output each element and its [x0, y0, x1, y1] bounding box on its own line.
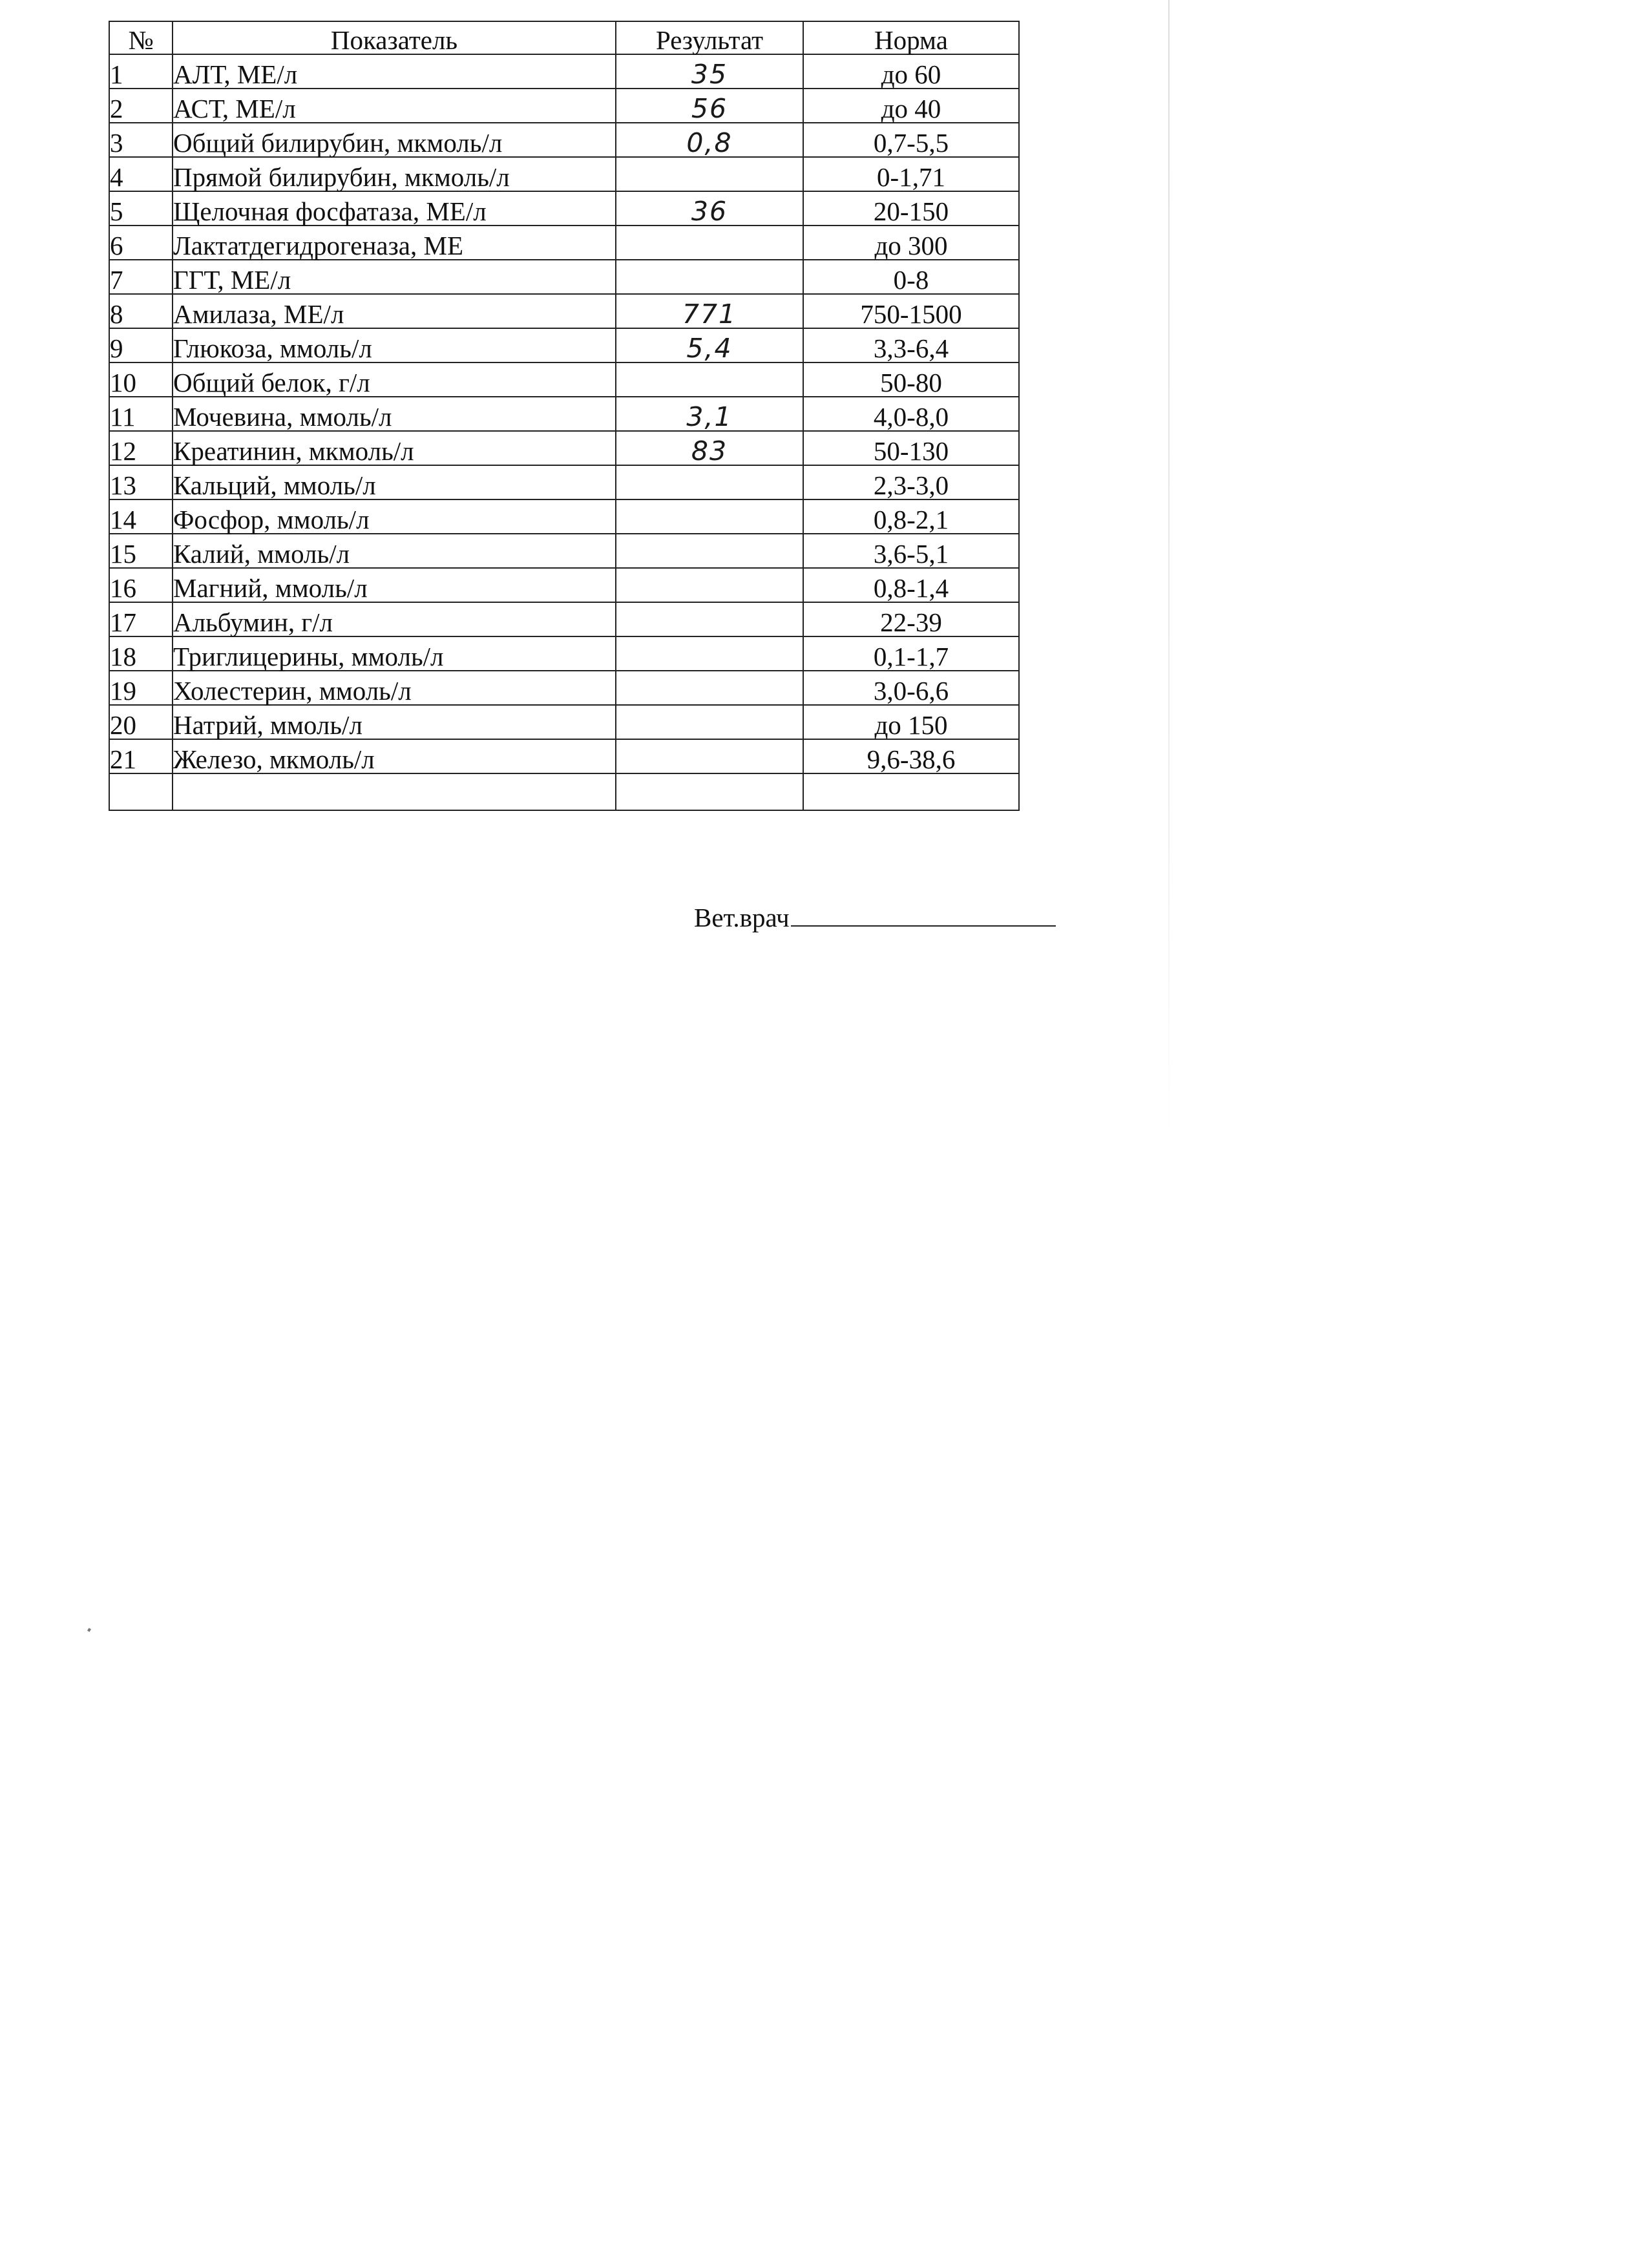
row-number: 15 [109, 534, 173, 568]
row-result: 3,1 [616, 397, 803, 431]
row-norm: 0,8-1,4 [803, 568, 1019, 602]
row-indicator: Калий, ммоль/л [173, 534, 616, 568]
header-number: № [109, 21, 173, 54]
table-row [109, 362, 1019, 397]
row-number: 19 [109, 671, 173, 705]
row-result [616, 226, 803, 260]
row-indicator: Креатинин, мкмоль/л [173, 431, 616, 465]
row-indicator: Щелочная фосфатаза, МЕ/л [173, 191, 616, 226]
row-number: 17 [109, 602, 173, 636]
row-result: 35 [616, 54, 803, 89]
row-norm: 3,6-5,1 [803, 534, 1019, 568]
row-indicator: Лактатдегидрогеназа, МЕ [173, 226, 616, 260]
row-number: 11 [109, 397, 173, 431]
row-result [616, 499, 803, 534]
row-number: 18 [109, 636, 173, 671]
row-result [616, 362, 803, 397]
table-row [109, 602, 1019, 636]
table-row [109, 671, 1019, 705]
row-number: 4 [109, 157, 173, 191]
row-number: 5 [109, 191, 173, 226]
row-indicator: Магний, ммоль/л [173, 568, 616, 602]
row-norm: 3,0-6,6 [803, 671, 1019, 705]
row-indicator: Общий белок, г/л [173, 362, 616, 397]
table-row-empty [109, 773, 1019, 810]
row-number: 2 [109, 89, 173, 123]
row-norm: 2,3-3,0 [803, 465, 1019, 499]
row-indicator: Холестерин, ммоль/л [173, 671, 616, 705]
row-result [616, 602, 803, 636]
table-row [109, 431, 1019, 465]
row-indicator: Фосфор, ммоль/л [173, 499, 616, 534]
row-norm: 3,3-6,4 [803, 328, 1019, 362]
signature-line [791, 903, 1056, 927]
row-number: 16 [109, 568, 173, 602]
table-header-row [109, 21, 1019, 54]
row-number: 20 [109, 705, 173, 739]
row-indicator: Прямой билирубин, мкмоль/л [173, 157, 616, 191]
scan-page-edge [1168, 0, 1170, 1137]
table-row [109, 739, 1019, 773]
header-norm: Норма [803, 21, 1019, 54]
row-result [616, 260, 803, 294]
row-result: 36 [616, 191, 803, 226]
row-indicator: АСТ, МЕ/л [173, 89, 616, 123]
row-result [616, 671, 803, 705]
table-row [109, 89, 1019, 123]
row-norm: 0,8-2,1 [803, 499, 1019, 534]
row-indicator: Амилаза, МЕ/л [173, 294, 616, 328]
table-row [109, 54, 1019, 89]
vet-signature-field [694, 902, 1056, 933]
row-norm: 0-8 [803, 260, 1019, 294]
table-row [109, 636, 1019, 671]
row-norm: 50-130 [803, 431, 1019, 465]
row-norm: 22-39 [803, 602, 1019, 636]
table-row [109, 226, 1019, 260]
table-row [109, 397, 1019, 431]
row-indicator: АЛТ, МЕ/л [173, 54, 616, 89]
row-norm: 0-1,71 [803, 157, 1019, 191]
row-norm: 4,0-8,0 [803, 397, 1019, 431]
header-result: Результат [616, 21, 803, 54]
row-number: 21 [109, 739, 173, 773]
table-row [109, 191, 1019, 226]
table-row [109, 328, 1019, 362]
row-norm: 750-1500 [803, 294, 1019, 328]
row-indicator: Триглицерины, ммоль/л [173, 636, 616, 671]
table-row [109, 294, 1019, 328]
table-row [109, 534, 1019, 568]
row-indicator: Кальций, ммоль/л [173, 465, 616, 499]
row-number: 9 [109, 328, 173, 362]
row-number: 13 [109, 465, 173, 499]
row-result [616, 534, 803, 568]
row-norm: до 300 [803, 226, 1019, 260]
row-result: 56 [616, 89, 803, 123]
signature-label: Вет.врач [694, 903, 790, 932]
row-number: 14 [109, 499, 173, 534]
row-result [616, 568, 803, 602]
table-row [109, 260, 1019, 294]
row-number: 10 [109, 362, 173, 397]
row-indicator: Глюкоза, ммоль/л [173, 328, 616, 362]
table-row [109, 123, 1019, 157]
row-norm: 0,7-5,5 [803, 123, 1019, 157]
table-row [109, 499, 1019, 534]
table-row [109, 465, 1019, 499]
row-number: 12 [109, 431, 173, 465]
empty-cell [803, 773, 1019, 810]
row-result [616, 636, 803, 671]
lab-results-sheet [0, 0, 1168, 1137]
row-indicator: ГГТ, МЕ/л [173, 260, 616, 294]
row-indicator: Мочевина, ммоль/л [173, 397, 616, 431]
row-indicator: Общий билирубин, мкмоль/л [173, 123, 616, 157]
row-norm: 9,6-38,6 [803, 739, 1019, 773]
table-row [109, 568, 1019, 602]
header-indicator: Показатель [173, 21, 616, 54]
empty-cell [173, 773, 616, 810]
table-row [109, 157, 1019, 191]
row-number: 7 [109, 260, 173, 294]
row-result [616, 465, 803, 499]
row-norm: до 150 [803, 705, 1019, 739]
row-result: 83 [616, 431, 803, 465]
row-result [616, 739, 803, 773]
row-indicator: Железо, мкмоль/л [173, 739, 616, 773]
table-row [109, 705, 1019, 739]
row-result: 771 [616, 294, 803, 328]
row-number: 1 [109, 54, 173, 89]
row-norm: 50-80 [803, 362, 1019, 397]
row-norm: 20-150 [803, 191, 1019, 226]
row-result [616, 157, 803, 191]
row-result: 5,4 [616, 328, 803, 362]
empty-cell [109, 773, 173, 810]
biochemistry-results-table [109, 21, 1020, 811]
row-number: 6 [109, 226, 173, 260]
row-indicator: Альбумин, г/л [173, 602, 616, 636]
row-number: 8 [109, 294, 173, 328]
row-indicator: Натрий, ммоль/л [173, 705, 616, 739]
row-norm: до 60 [803, 54, 1019, 89]
row-result: 0,8 [616, 123, 803, 157]
row-norm: до 40 [803, 89, 1019, 123]
row-result [616, 705, 803, 739]
empty-cell [616, 773, 803, 810]
row-number: 3 [109, 123, 173, 157]
row-norm: 0,1-1,7 [803, 636, 1019, 671]
scan-speck [87, 1628, 91, 1632]
